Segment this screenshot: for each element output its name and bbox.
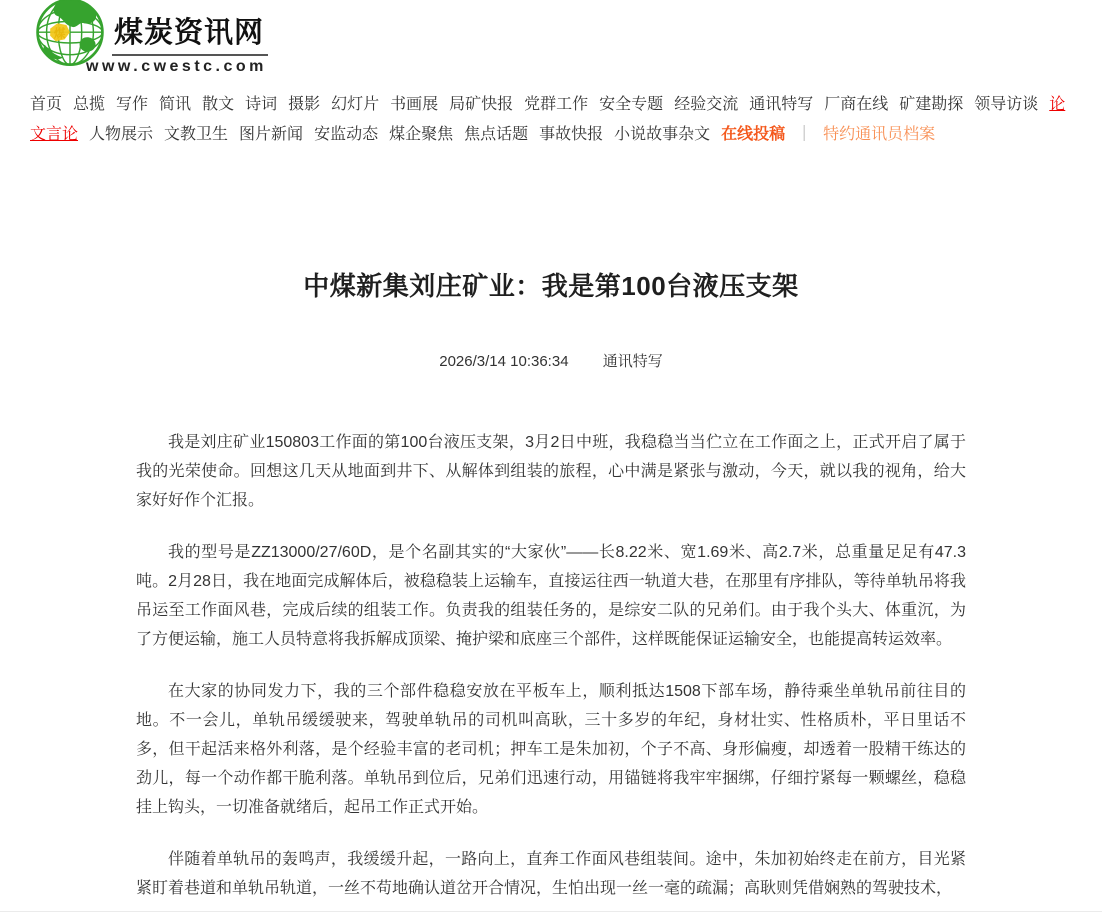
nav-link-13[interactable]: 通讯特写 — [749, 96, 814, 113]
article-paragraph: 我是刘庄矿业150803工作面的第100台液压支架，3月2日中班，我稳稳当当伫立在工作面之上，正式开启了属于我的光荣使命。回想这几天从地面到井下、从解体到组装的旅程，心中满是紧张与激动，今天，就以我的视角，给大家好好作个汇报。 — [136, 434, 966, 509]
page-bottom-divider — [0, 911, 1102, 912]
article-paragraph: 伴随着单轨吊的轰鸣声，我缓缓升起，一路向上，直奔工作面风巷组装间。途中，朱加初始终走在前方，目光紧紧盯着巷道和单轨吊轨道，一丝不苟地确认道岔开合情况，生怕出现一丝一毫的疏漏；高耿则凭借娴熟的驾驶技术， — [136, 851, 966, 897]
nav-link-25[interactable]: 小说故事杂文 — [614, 126, 711, 143]
article-title: 中煤新集刘庄矿业：我是第100台液压支架 — [303, 271, 799, 301]
nav-link-18[interactable]: 人物展示 — [89, 126, 154, 143]
nav-link-23[interactable]: 焦点话题 — [464, 126, 529, 143]
nav-link-4[interactable]: 散文 — [202, 96, 235, 113]
article-meta — [0, 350, 1102, 371]
nav-link-20[interactable]: 图片新闻 — [239, 126, 304, 143]
article — [0, 266, 1102, 903]
nav-link-28[interactable]: 特约通讯员档案 — [823, 126, 936, 143]
nav-link-26[interactable]: 在线投稿 — [721, 126, 786, 143]
article-date: 2026/3/14 10:36:34 — [439, 353, 569, 370]
nav-link-9[interactable]: 局矿快报 — [449, 96, 514, 113]
nav-link-19[interactable]: 文教卫生 — [164, 126, 229, 143]
site-header — [0, 0, 1102, 75]
nav-link-17[interactable]: 论文言论 — [30, 96, 1066, 143]
article-body — [136, 428, 966, 903]
nav-link-22[interactable]: 煤企聚焦 — [389, 126, 454, 143]
nav-link-7[interactable]: 幻灯片 — [331, 96, 380, 113]
main-nav — [30, 90, 1072, 150]
article-category: 通讯特写 — [602, 353, 663, 370]
article-paragraph: 在大家的协同发力下，我的三个部件稳稳安放在平板车上，顺利抵达1508下部车场，静待乘坐单轨吊前往目的地。不一会儿，单轨吊缓缓驶来，驾驶单轨吊的司机叫高耿，三十多岁的年纪，身材壮实、性格质朴，平日里话不多，但干起活来格外利落，是个经验丰富的老司机；押车工是朱加初，个子不高、身形偏瘦，却透着一股精干练达的劲儿，每一个动作都干脆利落。单轨吊到位后，兄弟们迅速行动，用锚链将我牢牢捆绑，仔细拧紧每一颗螺丝，稳稳挂上钩头，一切准备就绪后，起吊工作正式开始。 — [136, 683, 966, 816]
site-logo[interactable] — [30, 2, 290, 76]
nav-link-15[interactable]: 矿建勘探 — [899, 96, 964, 113]
article-paragraph: 我的型号是ZZ13000/27/60D，是个名副其实的“大家伙”——长8.22米、宽1.69米、高2.7米，总重量足足有47.3吨。2月28日，我在地面完成解体后，被稳稳装上运输车，直接运往西一轨道大巷，在那里有序排队，等待单轨吊将我吊运至工作面风巷，完成后续的组装工作。负责我的组装任务的，是综安二队的兄弟们。由于我个头大、体重沉，为了方便运输，施工人员特意将我拆解成顶梁、掩护梁和底座三个部件，这样既能保证运输安全，也能提高转运效率。 — [136, 544, 966, 648]
nav-link-2[interactable]: 写作 — [116, 96, 149, 113]
nav-link-16[interactable]: 领导访谈 — [974, 96, 1039, 113]
svg-text:煤: 煤 — [53, 26, 66, 41]
nav-link-1[interactable]: 总揽 — [73, 96, 106, 113]
logo-text — [86, 10, 268, 76]
site-url: www.cwestc.com — [86, 58, 267, 75]
nav-link-6[interactable]: 摄影 — [288, 96, 321, 113]
nav-link-11[interactable]: 安全专题 — [599, 96, 664, 113]
nav-link-12[interactable]: 经验交流 — [674, 96, 739, 113]
nav-divider: ｜ — [796, 126, 813, 143]
nav-link-5[interactable]: 诗词 — [245, 96, 278, 113]
nav-link-8[interactable]: 书画展 — [390, 96, 439, 113]
nav-link-24[interactable]: 事故快报 — [539, 126, 604, 143]
nav-link-0[interactable]: 首页 — [30, 96, 63, 113]
nav-link-21[interactable]: 安监动态 — [314, 126, 379, 143]
nav-link-14[interactable]: 厂商在线 — [824, 96, 889, 113]
nav-link-10[interactable]: 党群工作 — [524, 96, 589, 113]
site-name: 煤炭资讯网 — [112, 10, 268, 56]
nav-link-3[interactable]: 简讯 — [159, 96, 192, 113]
